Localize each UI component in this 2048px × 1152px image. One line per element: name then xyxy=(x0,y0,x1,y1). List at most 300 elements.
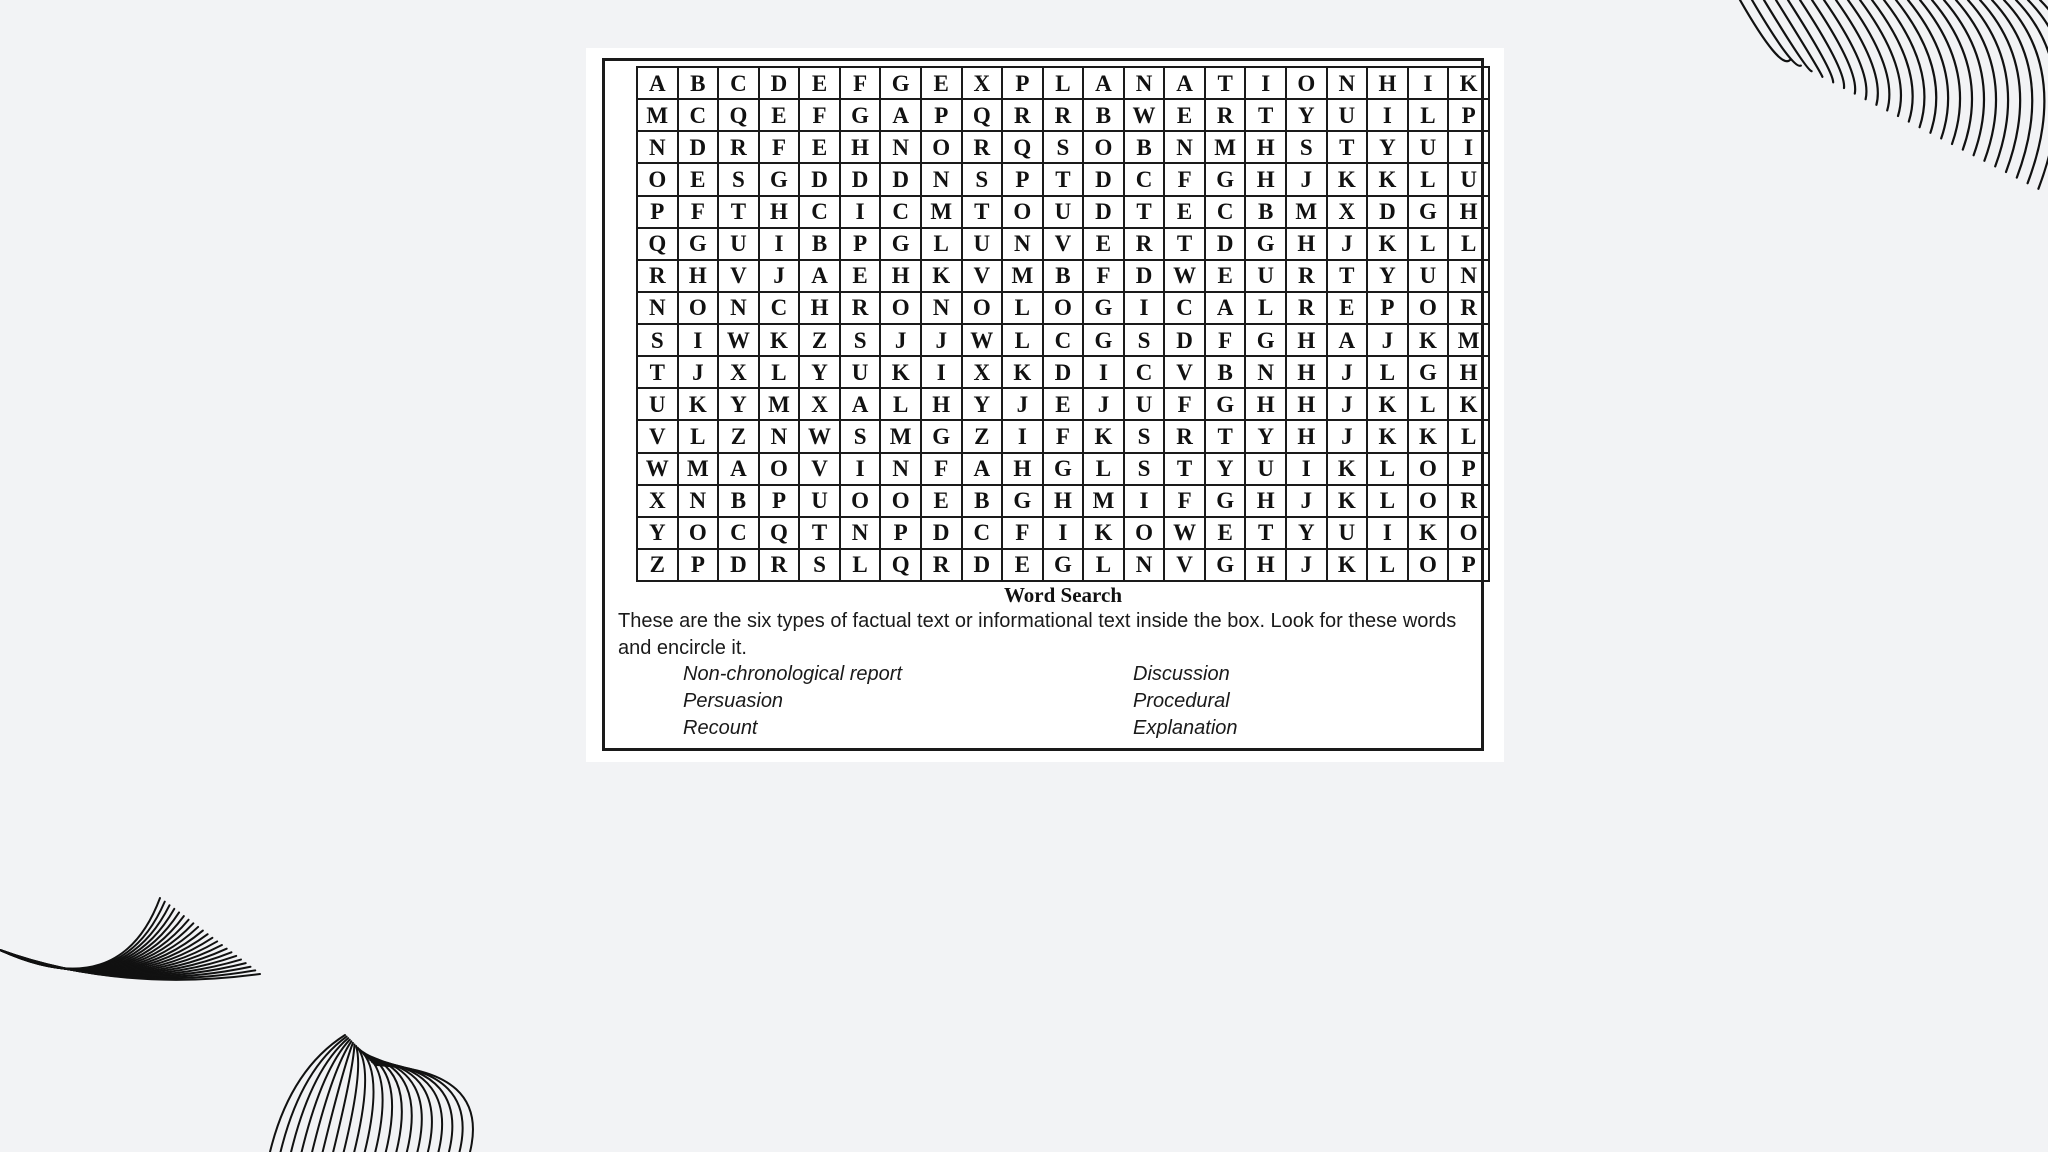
grid-letter: S xyxy=(1286,131,1327,163)
grid-letter: S xyxy=(962,163,1003,195)
grid-letter: O xyxy=(1408,549,1449,581)
grid-letter: R xyxy=(840,292,881,324)
grid-letter: T xyxy=(637,356,678,388)
grid-letter: L xyxy=(1408,99,1449,131)
grid-letter: J xyxy=(1367,324,1408,356)
grid-letter: V xyxy=(962,260,1003,292)
grid-letter: K xyxy=(1448,67,1489,99)
grid-letter: K xyxy=(1367,420,1408,452)
grid-letter: L xyxy=(1002,292,1043,324)
grid-letter: V xyxy=(1043,228,1084,260)
grid-letter: U xyxy=(1245,260,1286,292)
grid-letter: O xyxy=(1043,292,1084,324)
grid-letter: V xyxy=(1164,356,1205,388)
grid-letter: L xyxy=(1367,356,1408,388)
grid-letter: H xyxy=(1286,324,1327,356)
grid-row xyxy=(637,163,1489,195)
grid-letter: B xyxy=(1124,131,1165,163)
grid-letter: G xyxy=(1205,163,1246,195)
grid-letter: I xyxy=(1408,67,1449,99)
grid-letter: Q xyxy=(880,549,921,581)
grid-letter: D xyxy=(759,67,800,99)
grid-letter: B xyxy=(799,228,840,260)
grid-row xyxy=(637,67,1489,99)
grid-letter: C xyxy=(759,292,800,324)
grid-letter: F xyxy=(840,67,881,99)
grid-letter: N xyxy=(759,420,800,452)
grid-letter: V xyxy=(799,453,840,485)
grid-letter: G xyxy=(1205,485,1246,517)
grid-letter: H xyxy=(1245,163,1286,195)
grid-letter: T xyxy=(1245,517,1286,549)
grid-letter: Y xyxy=(799,356,840,388)
grid-letter: N xyxy=(880,131,921,163)
grid-letter: U xyxy=(1245,453,1286,485)
grid-letter: T xyxy=(962,196,1003,228)
grid-letter: K xyxy=(759,324,800,356)
grid-letter: F xyxy=(1164,485,1205,517)
grid-letter: B xyxy=(1043,260,1084,292)
grid-letter: G xyxy=(1002,485,1043,517)
grid-letter: C xyxy=(1043,324,1084,356)
grid-letter: Y xyxy=(637,517,678,549)
grid-letter: Q xyxy=(718,99,759,131)
grid-letter: N xyxy=(921,292,962,324)
grid-letter: K xyxy=(880,356,921,388)
grid-letter: W xyxy=(718,324,759,356)
grid-letter: T xyxy=(1205,67,1246,99)
grid-letter: B xyxy=(678,67,719,99)
grid-letter: K xyxy=(1002,356,1043,388)
grid-letter: N xyxy=(1327,67,1368,99)
grid-letter: O xyxy=(1408,453,1449,485)
grid-letter: K xyxy=(1327,163,1368,195)
grid-row xyxy=(637,453,1489,485)
swoosh-line xyxy=(1920,0,1960,144)
grid-letter: L xyxy=(880,388,921,420)
grid-letter: R xyxy=(1043,99,1084,131)
grid-letter: A xyxy=(1327,324,1368,356)
grid-letter: C xyxy=(880,196,921,228)
grid-letter: F xyxy=(921,453,962,485)
grid-letter: Y xyxy=(1367,131,1408,163)
grid-letter: W xyxy=(962,324,1003,356)
grid-letter: J xyxy=(1286,549,1327,581)
grid-row xyxy=(637,292,1489,324)
grid-row xyxy=(637,356,1489,388)
grid-letter: T xyxy=(718,196,759,228)
grid-letter: Z xyxy=(718,420,759,452)
grid-letter: G xyxy=(880,67,921,99)
grid-letter: I xyxy=(1367,517,1408,549)
grid-letter: L xyxy=(921,228,962,260)
grid-row xyxy=(637,420,1489,452)
grid-letter: O xyxy=(1002,196,1043,228)
grid-letter: N xyxy=(1124,67,1165,99)
grid-letter: L xyxy=(1448,420,1489,452)
word-search-grid xyxy=(636,66,1490,582)
grid-letter: R xyxy=(1205,99,1246,131)
word-list-right xyxy=(1133,661,1533,742)
grid-letter: R xyxy=(1448,292,1489,324)
grid-letter: I xyxy=(759,228,800,260)
grid-letter: C xyxy=(962,517,1003,549)
grid-letter: T xyxy=(1164,228,1205,260)
grid-letter: H xyxy=(1002,453,1043,485)
grid-letter: B xyxy=(718,485,759,517)
grid-letter: Q xyxy=(637,228,678,260)
grid-letter: S xyxy=(1043,131,1084,163)
grid-letter: K xyxy=(1083,517,1124,549)
grid-letter: L xyxy=(1083,453,1124,485)
grid-letter: F xyxy=(1205,324,1246,356)
word-item: Persuasion xyxy=(683,690,784,712)
grid-letter: E xyxy=(678,163,719,195)
grid-letter: N xyxy=(1164,131,1205,163)
word-search-title: Word Search xyxy=(1003,583,1123,607)
grid-letter: O xyxy=(1124,517,1165,549)
grid-letter: M xyxy=(1205,131,1246,163)
grid-letter: L xyxy=(1448,228,1489,260)
grid-letter: C xyxy=(678,99,719,131)
grid-letter: N xyxy=(637,292,678,324)
grid-letter: E xyxy=(1002,549,1043,581)
grid-letter: O xyxy=(921,131,962,163)
grid-letter: Y xyxy=(1367,260,1408,292)
grid-letter: K xyxy=(1408,324,1449,356)
grid-letter: I xyxy=(1367,99,1408,131)
grid-letter: C xyxy=(1164,292,1205,324)
grid-letter: P xyxy=(1448,99,1489,131)
grid-letter: O xyxy=(880,292,921,324)
grid-letter: Y xyxy=(1245,420,1286,452)
grid-letter: H xyxy=(1286,388,1327,420)
grid-letter: I xyxy=(1083,356,1124,388)
grid-row xyxy=(637,99,1489,131)
decorative-swoosh-top-right xyxy=(1700,0,2048,220)
grid-letter: T xyxy=(1205,420,1246,452)
grid-letter: N xyxy=(1002,228,1043,260)
grid-letter: F xyxy=(759,131,800,163)
instructions-text: These are the six types of factual text or informational text inside the box. Look for these words and encircle it. xyxy=(618,610,1457,659)
grid-letter: P xyxy=(678,549,719,581)
grid-letter: U xyxy=(1327,99,1368,131)
worksheet-page xyxy=(586,48,1504,762)
grid-letter: J xyxy=(1327,420,1368,452)
grid-letter: E xyxy=(1205,260,1246,292)
grid-letter: M xyxy=(1286,196,1327,228)
grid-letter: Z xyxy=(799,324,840,356)
grid-letter: H xyxy=(1043,485,1084,517)
grid-letter: D xyxy=(962,549,1003,581)
grid-letter: X xyxy=(962,356,1003,388)
swoosh-line xyxy=(1884,0,1924,127)
grid-letter: N xyxy=(880,453,921,485)
grid-letter: K xyxy=(1327,549,1368,581)
grid-letter: G xyxy=(1083,292,1124,324)
grid-letter: E xyxy=(1164,99,1205,131)
grid-letter: J xyxy=(759,260,800,292)
grid-letter: D xyxy=(1083,163,1124,195)
grid-letter: L xyxy=(1408,228,1449,260)
grid-letter: H xyxy=(1286,356,1327,388)
grid-letter: O xyxy=(678,517,719,549)
grid-letter: I xyxy=(1002,420,1043,452)
grid-letter: D xyxy=(1043,356,1084,388)
grid-letter: E xyxy=(1205,517,1246,549)
grid-letter: P xyxy=(840,228,881,260)
grid-letter: G xyxy=(1043,453,1084,485)
grid-letter: S xyxy=(718,163,759,195)
grid-letter: H xyxy=(759,196,800,228)
grid-letter: V xyxy=(637,420,678,452)
grid-row xyxy=(637,517,1489,549)
grid-letter: M xyxy=(1448,324,1489,356)
grid-letter: H xyxy=(921,388,962,420)
grid-letter: L xyxy=(1408,163,1449,195)
grid-letter: G xyxy=(1245,324,1286,356)
grid-row xyxy=(637,196,1489,228)
grid-letter: F xyxy=(1002,517,1043,549)
grid-letter: O xyxy=(840,485,881,517)
grid-letter: L xyxy=(1002,324,1043,356)
grid-letter: C xyxy=(718,517,759,549)
grid-letter: A xyxy=(1205,292,1246,324)
grid-letter: E xyxy=(1164,196,1205,228)
grid-letter: C xyxy=(799,196,840,228)
word-item: Discussion xyxy=(1133,663,1230,685)
grid-letter: Q xyxy=(1002,131,1043,163)
grid-letter: E xyxy=(840,260,881,292)
grid-letter: R xyxy=(962,131,1003,163)
grid-letter: C xyxy=(1124,163,1165,195)
grid-letter: A xyxy=(962,453,1003,485)
grid-letter: O xyxy=(1286,67,1327,99)
grid-letter: U xyxy=(1124,388,1165,420)
grid-letter: N xyxy=(678,485,719,517)
grid-letter: J xyxy=(1327,228,1368,260)
grid-letter: W xyxy=(637,453,678,485)
grid-letter: H xyxy=(678,260,719,292)
grid-letter: E xyxy=(921,67,962,99)
grid-letter: M xyxy=(1083,485,1124,517)
grid-letter: N xyxy=(1245,356,1286,388)
swoosh-line xyxy=(359,1049,373,1152)
word-item: Explanation xyxy=(1133,717,1238,739)
grid-letter: P xyxy=(921,99,962,131)
grid-letter: B xyxy=(1205,356,1246,388)
grid-letter: E xyxy=(1083,228,1124,260)
grid-letter: P xyxy=(759,485,800,517)
grid-letter: S xyxy=(1124,324,1165,356)
grid-letter: J xyxy=(678,356,719,388)
grid-letter: U xyxy=(1327,517,1368,549)
word-item: Recount xyxy=(683,717,758,739)
grid-letter: K xyxy=(1408,420,1449,452)
grid-letter: Z xyxy=(637,549,678,581)
grid-letter: Y xyxy=(718,388,759,420)
grid-letter: I xyxy=(678,324,719,356)
grid-letter: C xyxy=(1205,196,1246,228)
grid-letter: Y xyxy=(1205,453,1246,485)
grid-letter: G xyxy=(759,163,800,195)
grid-letter: T xyxy=(1327,131,1368,163)
grid-letter: B xyxy=(1245,196,1286,228)
grid-letter: S xyxy=(1124,453,1165,485)
grid-letter: J xyxy=(1002,388,1043,420)
grid-letter: Y xyxy=(1286,99,1327,131)
word-list-left xyxy=(683,661,1083,742)
grid-letter: J xyxy=(1327,356,1368,388)
grid-letter: N xyxy=(1124,549,1165,581)
grid-letter: T xyxy=(1043,163,1084,195)
grid-letter: R xyxy=(637,260,678,292)
grid-letter: P xyxy=(1448,549,1489,581)
grid-letter: J xyxy=(1327,388,1368,420)
grid-letter: T xyxy=(1327,260,1368,292)
grid-letter: Q xyxy=(759,517,800,549)
grid-letter: A xyxy=(718,453,759,485)
grid-letter: A xyxy=(1164,67,1205,99)
grid-letter: M xyxy=(678,453,719,485)
grid-letter: V xyxy=(1164,549,1205,581)
grid-letter: Y xyxy=(962,388,1003,420)
grid-letter: T xyxy=(799,517,840,549)
swoosh-line xyxy=(1872,0,1913,122)
grid-letter: F xyxy=(1164,388,1205,420)
grid-letter: O xyxy=(1408,485,1449,517)
swoosh-line xyxy=(1908,0,1948,138)
grid-letter: H xyxy=(1245,549,1286,581)
decorative-swoosh-left xyxy=(0,880,280,1020)
grid-letter: O xyxy=(880,485,921,517)
grid-letter: I xyxy=(1043,517,1084,549)
grid-row xyxy=(637,228,1489,260)
grid-letter: U xyxy=(799,485,840,517)
grid-letter: I xyxy=(840,453,881,485)
grid-letter: D xyxy=(718,549,759,581)
word-item: Non-chronological report xyxy=(683,663,903,685)
swoosh-line xyxy=(375,1065,473,1152)
grid-letter: O xyxy=(1408,292,1449,324)
grid-letter: G xyxy=(921,420,962,452)
grid-letter: K xyxy=(921,260,962,292)
grid-letter: P xyxy=(1367,292,1408,324)
grid-letter: G xyxy=(1245,228,1286,260)
grid-letter: L xyxy=(840,549,881,581)
grid-row xyxy=(637,388,1489,420)
grid-row xyxy=(637,260,1489,292)
grid-letter: P xyxy=(1002,67,1043,99)
grid-letter: G xyxy=(1205,549,1246,581)
grid-letter: W xyxy=(799,420,840,452)
grid-letter: F xyxy=(1164,163,1205,195)
grid-letter: L xyxy=(1367,485,1408,517)
grid-letter: D xyxy=(1164,324,1205,356)
grid-letter: J xyxy=(1286,163,1327,195)
grid-letter: X xyxy=(799,388,840,420)
grid-letter: T xyxy=(1245,99,1286,131)
grid-letter: Z xyxy=(962,420,1003,452)
grid-letter: D xyxy=(1124,260,1165,292)
grid-letter: U xyxy=(840,356,881,388)
grid-letter: D xyxy=(1367,196,1408,228)
grid-letter: T xyxy=(1164,453,1205,485)
grid-letter: R xyxy=(1448,485,1489,517)
grid-letter: O xyxy=(962,292,1003,324)
grid-letter: D xyxy=(1205,228,1246,260)
grid-letter: G xyxy=(840,99,881,131)
grid-letter: U xyxy=(1448,163,1489,195)
grid-letter: H xyxy=(1286,228,1327,260)
grid-letter: G xyxy=(678,228,719,260)
grid-row xyxy=(637,485,1489,517)
grid-letter: D xyxy=(1083,196,1124,228)
grid-letter: L xyxy=(1245,292,1286,324)
grid-letter: D xyxy=(880,163,921,195)
swoosh-line xyxy=(1896,0,1936,133)
grid-letter: P xyxy=(637,196,678,228)
grid-letter: O xyxy=(637,163,678,195)
grid-letter: P xyxy=(1002,163,1043,195)
grid-letter: K xyxy=(1367,388,1408,420)
grid-letter: E xyxy=(1327,292,1368,324)
grid-letter: R xyxy=(1002,99,1043,131)
word-item: Procedural xyxy=(1133,690,1230,712)
grid-letter: I xyxy=(1286,453,1327,485)
grid-letter: O xyxy=(678,292,719,324)
grid-letter: I xyxy=(1245,67,1286,99)
grid-letter: O xyxy=(1448,517,1489,549)
grid-letter: A xyxy=(1083,67,1124,99)
grid-letter: K xyxy=(1408,517,1449,549)
grid-letter: R xyxy=(718,131,759,163)
grid-letter: K xyxy=(1327,453,1368,485)
grid-letter: N xyxy=(1448,260,1489,292)
grid-letter: L xyxy=(759,356,800,388)
grid-letter: X xyxy=(962,67,1003,99)
grid-letter: O xyxy=(1083,131,1124,163)
grid-letter: L xyxy=(1083,549,1124,581)
grid-letter: E xyxy=(799,131,840,163)
grid-letter: B xyxy=(1083,99,1124,131)
grid-letter: F xyxy=(1083,260,1124,292)
grid-letter: J xyxy=(921,324,962,356)
grid-letter: E xyxy=(1043,388,1084,420)
grid-letter: S xyxy=(637,324,678,356)
grid-letter: A xyxy=(637,67,678,99)
grid-letter: R xyxy=(1164,420,1205,452)
grid-row xyxy=(637,549,1489,581)
grid-letter: J xyxy=(1083,388,1124,420)
grid-letter: U xyxy=(637,388,678,420)
grid-letter: E xyxy=(759,99,800,131)
grid-letter: I xyxy=(921,356,962,388)
grid-letter: S xyxy=(1124,420,1165,452)
grid-letter: L xyxy=(1043,67,1084,99)
grid-letter: K xyxy=(1448,388,1489,420)
grid-letter: K xyxy=(1083,420,1124,452)
grid-letter: X xyxy=(637,485,678,517)
grid-letter: G xyxy=(1408,196,1449,228)
grid-letter: I xyxy=(1124,485,1165,517)
grid-letter: E xyxy=(921,485,962,517)
grid-letter: G xyxy=(1083,324,1124,356)
grid-letter: K xyxy=(1327,485,1368,517)
grid-letter: H xyxy=(1367,67,1408,99)
grid-letter: N xyxy=(921,163,962,195)
grid-letter: J xyxy=(1286,485,1327,517)
